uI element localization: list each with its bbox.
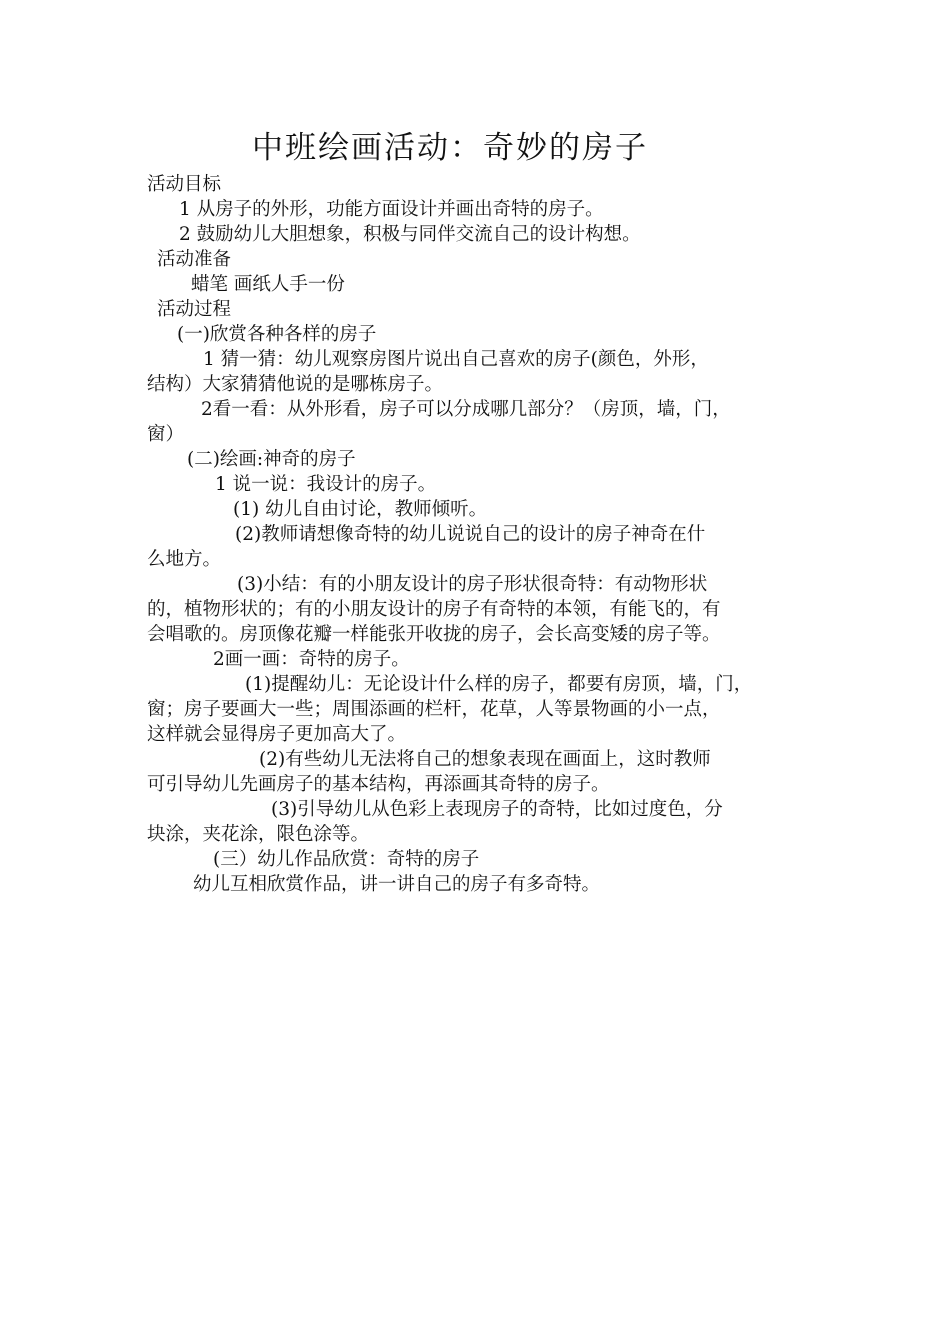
- text-line: 窗）: [147, 424, 185, 445]
- text-line: 结构）大家猜猜他说的是哪栋房子。: [147, 374, 444, 395]
- text-line: (一)欣赏各种各样的房子: [177, 324, 377, 345]
- text-line: 的，植物形状的；有的小朋友设计的房子有奇特的本领，有能飞的，有: [147, 599, 721, 620]
- text-line: 这样就会显得房子更加高大了。: [147, 724, 407, 745]
- text-line: 窗；房子要画大一些；周围添画的栏杆，花草，人等景物画的小一点，: [147, 699, 721, 720]
- text-line: 么地方。: [147, 549, 222, 570]
- text-line: 幼儿互相欣赏作品，讲一讲自己的房子有多奇特。: [193, 874, 601, 895]
- text-line: 2 鼓励幼儿大胆想象，积极与同伴交流自己的设计构想。: [179, 224, 641, 245]
- document-body: [147, 172, 817, 897]
- text-line: (1)提醒幼儿：无论设计什么样的房子，都要有房顶，墙，门，: [245, 674, 753, 695]
- document-title: 中班绘画活动：奇妙的房子: [252, 130, 648, 166]
- text-line: (3)引导幼儿从色彩上表现房子的奇特，比如过度色，分: [271, 799, 723, 820]
- text-line: 1 猜一猜：幼儿观察房图片说出自己喜欢的房子(颜色，外形，: [203, 349, 709, 370]
- text-line: 2画一画：奇特的房子。: [213, 649, 410, 670]
- text-line: 活动过程: [157, 299, 232, 320]
- text-line: (二)绘画:神奇的房子: [187, 449, 356, 470]
- text-line: (2)教师请想像奇特的幼儿说说自己的设计的房子神奇在什: [235, 524, 706, 545]
- text-line: 块涂，夹花涂，限色涂等。: [147, 824, 370, 845]
- text-line: 会唱歌的。房顶像花瓣一样能张开收拢的房子，会长高变矮的房子等。: [147, 624, 721, 645]
- text-line: (1) 幼儿自由讨论，教师倾听。: [233, 499, 488, 520]
- text-line: (2)有些幼儿无法将自己的想象表现在画面上，这时教师: [259, 749, 711, 770]
- text-line: (3)小结：有的小朋友设计的房子形状很奇特：有动物形状: [237, 574, 708, 595]
- text-line: (三）幼儿作品欣赏：奇特的房子: [213, 849, 480, 870]
- text-line: 可引导幼儿先画房子的基本结构，再添画其奇特的房子。: [147, 774, 610, 795]
- text-line: 1 从房子的外形，功能方面设计并画出奇特的房子。: [179, 199, 604, 220]
- text-line: 蜡笔 画纸人手一份: [191, 274, 345, 295]
- text-line: 活动准备: [157, 249, 232, 270]
- text-line: 2看一看：从外形看，房子可以分成哪几部分？（房顶，墙，门，: [201, 399, 731, 420]
- text-line: 1 说一说：我设计的房子。: [215, 474, 437, 495]
- text-line: 活动目标: [147, 174, 222, 195]
